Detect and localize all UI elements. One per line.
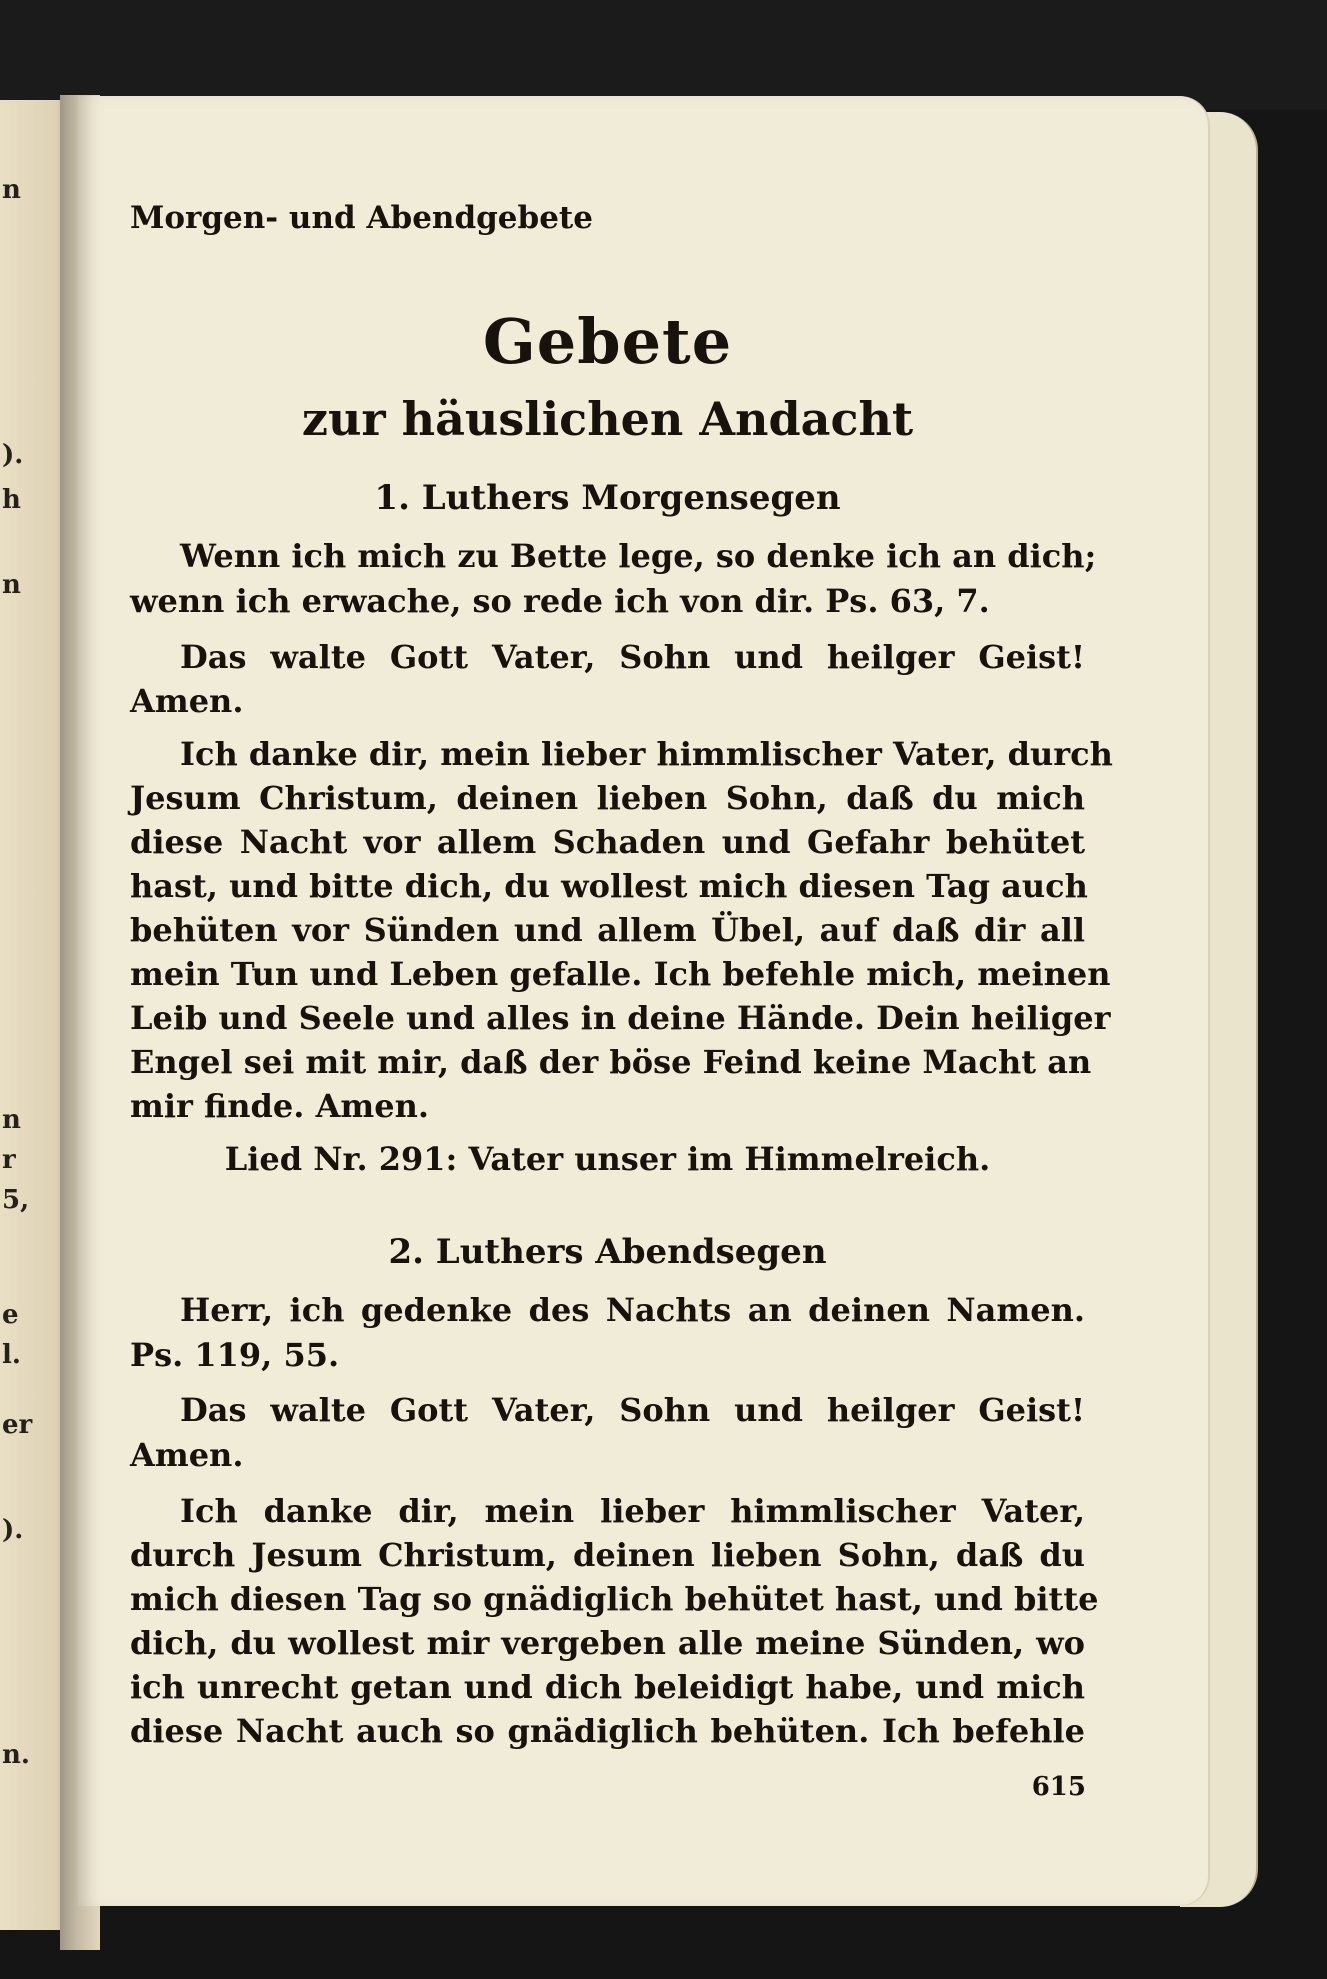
left-margin-glyph: h: [2, 485, 21, 515]
prayer-line: Ich danke dir, mein lieber himmlischer Vater, durch: [180, 735, 1113, 773]
left-margin-glyph: ).: [2, 1515, 24, 1545]
verse-line: Wenn ich mich zu Bette lege, so denke ich an dich;: [180, 537, 1097, 575]
prayer-line: hast, und bitte dich, du wollest mich diesen Tag auch: [130, 867, 1088, 905]
section-heading: 1. Luthers Morgensegen: [374, 478, 841, 518]
hymn-reference: Lied Nr. 291: Vater unser im Himmelreich.: [224, 1140, 991, 1178]
verse-line: Herr, ich gedenke des Nachts an deinen Namen.: [180, 1291, 1085, 1329]
left-margin-glyph: ).: [2, 440, 24, 470]
blessing-line: Amen.: [130, 1436, 244, 1474]
prayer-line: diese Nacht auch so gnädiglich behüten. Ich befehle: [130, 1712, 1085, 1750]
left-margin-glyph: l.: [2, 1340, 21, 1370]
prayer-line: Ich danke dir, mein lieber himmlischer Vater,: [180, 1492, 1085, 1530]
prayer-line: mir finde. Amen.: [130, 1087, 430, 1125]
blessing-line: Das walte Gott Vater, Sohn und heilger Geist!: [180, 638, 1085, 676]
prayer-line: behüten vor Sünden und allem Übel, auf daß dir all: [130, 911, 1085, 949]
verse-line: wenn ich erwache, so rede ich von dir. Ps. 63, 7.: [130, 582, 990, 620]
prayer-line: diese Nacht vor allem Schaden und Gefahr behütet: [130, 823, 1085, 861]
prayer-line: Jesum Christum, deinen lieben Sohn, daß du mich: [130, 779, 1085, 817]
page-title: Gebete: [482, 305, 733, 378]
left-margin-glyph: n: [2, 175, 21, 205]
prayer-line: Engel sei mit mir, daß der böse Feind keine Macht an: [130, 1043, 1092, 1081]
verse-line: Ps. 119, 55.: [130, 1336, 340, 1374]
page-number: 615: [1031, 1772, 1086, 1802]
prayer-line: dich, du wollest mir vergeben alle meine Sünden, wo: [130, 1624, 1085, 1662]
prayer-line: mein Tun und Leben gefalle. Ich befehle mich, meinen: [130, 955, 1111, 993]
prayer-line: durch Jesum Christum, deinen lieben Sohn, daß du: [130, 1536, 1085, 1574]
left-margin-glyph: r: [2, 1145, 16, 1175]
left-margin-glyph: e: [2, 1300, 19, 1330]
left-margin-glyph: n: [2, 570, 21, 600]
blessing-line: Das walte Gott Vater, Sohn und heilger Geist!: [180, 1391, 1085, 1429]
prayer-line: Leib und Seele und alles in deine Hände. Dein heiliger: [130, 999, 1111, 1037]
left-margin-glyph: 5,: [2, 1185, 30, 1215]
prayer-line: mich diesen Tag so gnädiglich behütet hast, und bitte: [130, 1580, 1099, 1618]
section-heading: 2. Luthers Abendsegen: [388, 1232, 827, 1272]
blessing-line: Amen.: [130, 682, 244, 720]
left-margin-glyph: n: [2, 1105, 21, 1135]
page-subtitle: zur häuslichen Andacht: [301, 392, 914, 446]
left-margin-glyph: er: [2, 1410, 33, 1440]
left-margin-glyph: n.: [2, 1740, 30, 1770]
scan-background: [0, 0, 1327, 110]
prayer-line: ich unrecht getan und dich beleidigt habe, und mich: [130, 1668, 1085, 1706]
running-head: Morgen- und Abendgebete: [130, 200, 593, 236]
